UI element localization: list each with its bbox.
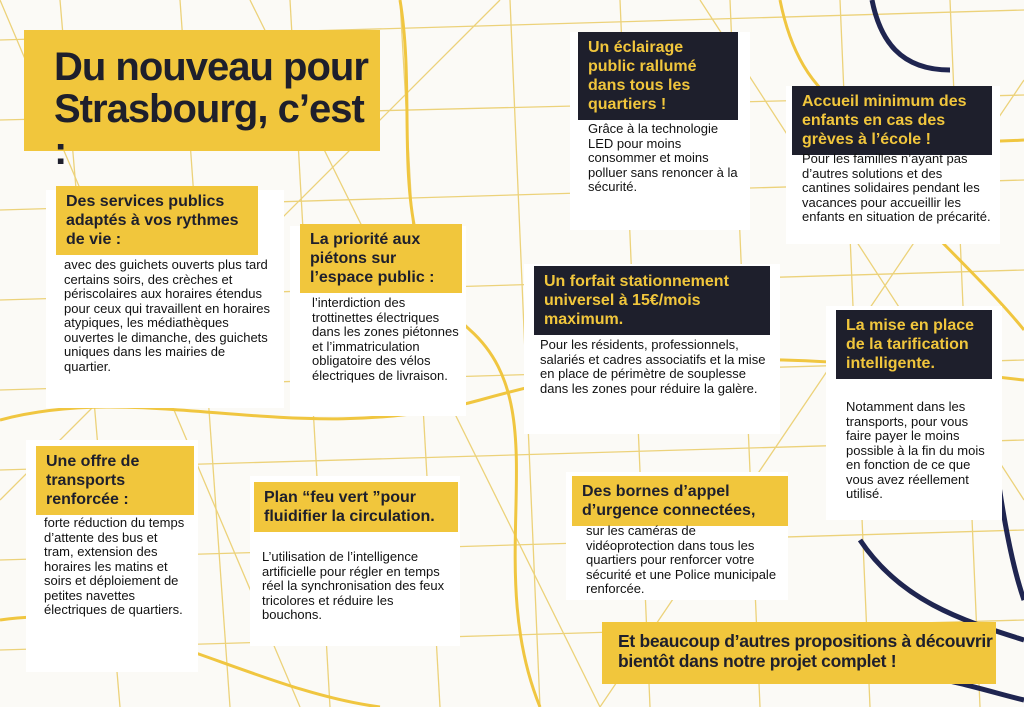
card-heading: Des services publics adaptés à vos rythmes de vie :	[56, 186, 258, 255]
card-body: L’utilisation de l’intelligence artificielle pour régler en temps réel la synchronisation des feux tricolores et réduire les bouchons.	[262, 549, 445, 622]
card-services-publics	[46, 190, 284, 408]
card-heading: Plan “feu vert ”pour fluidifier la circulation.	[254, 482, 458, 532]
card-heading: Un éclairage public rallumé dans tous les quartiers !	[578, 32, 738, 120]
card-body: Grâce à la technologie LED pour moins consommer et moins polluer sans renoncer à la sécurité.	[588, 121, 738, 194]
card-body: l’interdiction des trottinettes électriques dans les zones piétonnes et l’immatriculation obligatoire des vélos électriques de livraison.	[312, 295, 459, 383]
card-heading: La mise en place de la tarification intelligente.	[836, 310, 992, 379]
card-heading: Un forfait stationnement universel à 15€/mois maximum.	[534, 266, 770, 335]
card-plan-feu-vert	[250, 476, 460, 646]
card-heading: Accueil minimum des enfants en cas des grèves à l’école !	[792, 86, 992, 155]
card-accueil-minimum	[786, 86, 1000, 244]
card-eclairage	[570, 32, 750, 230]
card-body: Pour les résidents, professionnels, salariés et cadres associatifs et la mise en place de périmètre de souplesse dans les zones pour réduire la galère.	[540, 337, 766, 396]
page-title: Du nouveau pour Strasbourg, c’est :	[24, 30, 380, 151]
card-tarification	[826, 306, 1002, 520]
card-heading: La priorité aux piétons sur l’espace public :	[300, 224, 462, 293]
card-body: Notamment dans les transports, pour vous faire payer le moins possible à la fin du mois en fonction de ce que vous avez réellement utilisé.	[846, 399, 985, 501]
footer-banner: Et beaucoup d’autres propositions à découvrir bientôt dans notre projet complet !	[602, 622, 996, 684]
card-priorite-pietons	[290, 226, 466, 416]
card-forfait-stationnement	[524, 264, 780, 434]
card-body: Pour les familles n’ayant pas d’autres solutions et des cantines solidaires pendant les vacances pour accueillir les enfants en situation de précarité.	[802, 151, 991, 224]
card-offre-transports	[26, 440, 198, 672]
card-heading: Des bornes d’appel d’urgence connectées,	[572, 476, 788, 526]
card-body: sur les caméras de vidéoprotection dans tous les quartiers pour renforcer votre sécurité et une Police municipale renforcée.	[586, 523, 777, 596]
card-bornes-urgence	[566, 472, 788, 600]
card-body: forte réduction du temps d’attente des bus et tram, extension des horaires les matins et soirs et déploiement de petites navettes électriques de quartiers.	[44, 515, 185, 617]
card-heading: Une offre de transports renforcée :	[36, 446, 194, 515]
card-body: avec des guichets ouverts plus tard certains soirs, des crèches et périscolaires aux horaires étendus pour ceux qui travaillent en horaires atypiques, les médiathèques ouvertes le dimanche, des guichets uniques dans les mairies de quartier.	[64, 257, 270, 374]
